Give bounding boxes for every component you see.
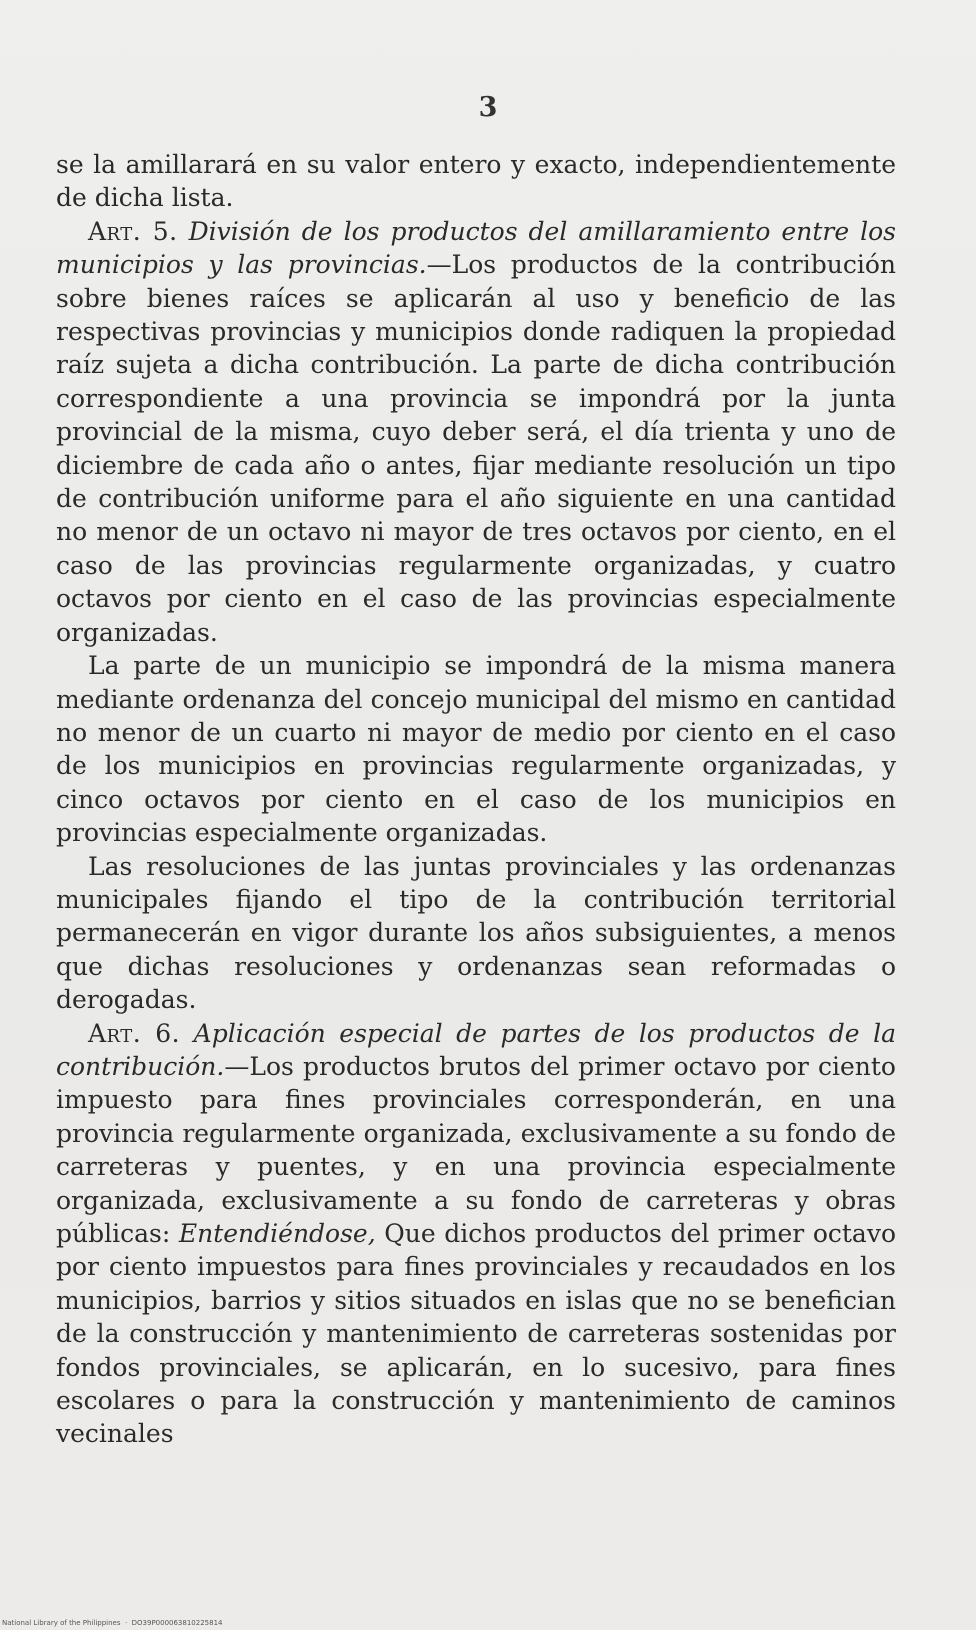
- article-6-title: Aplicación especial de partes de los productos de la contribución.: [56, 1018, 896, 1081]
- article-5-label: Art. 5.: [88, 216, 178, 246]
- page-number: 3: [478, 92, 498, 123]
- body-text: [56, 148, 896, 1451]
- footer-library: National Library of the Philippines: [2, 1619, 121, 1627]
- paragraph-continuation: [56, 148, 896, 215]
- paragraph-text: Las resoluciones de las juntas provinciales y las ordenanzas municipales fijando el tipo de la contribución territorial permanecerán en vigor durante los años subsiguientes, a menos que dichas resoluciones y ordenanzas sean reformadas o derogadas.: [56, 851, 896, 1015]
- paragraph-municipal-share: [56, 649, 896, 849]
- article-6-label: Art. 6.: [88, 1018, 181, 1048]
- article-5-title: División de los productos del amillaramiento entre los municipios y las provincias.: [56, 216, 897, 280]
- footer-watermark: National Library of the Philippines · DO39P000063810225814: [2, 1619, 223, 1627]
- article-6-proviso: Entendiéndose,: [178, 1219, 376, 1248]
- article-5: [56, 215, 896, 649]
- paragraph-text: La parte de un municipio se impondrá de la misma manera mediante ordenanza del concejo municipal del mismo en cantidad no menor de un cuarto ni mayor de medio por ciento en el caso de los municipios en provincias regularmente organizadas, y cinco octavos por ciento en el caso de los municipios en provincias especialmente organizadas.: [56, 651, 896, 848]
- article-5-body: —Los productos de la contribución sobre bienes raíces se aplicarán al uso y beneficio de las respectivas provincias y municipios donde radiquen la propiedad raíz sujeta a dicha contribución. La parte de dicha contribución correspondiente a una provincia se impondrá por la junta provincial de la misma, cuyo deber será, el día trienta y uno de diciembre de cada año o antes, fijar mediante resolución un tipo de contribución uniforme para el año siguiente en una cantidad no menor de un octavo ni mayor de tres octavos por ciento, en el caso de las provincias regularmente organizadas, y cuatro octavos por ciento en el caso de las provincias especialmente organizadas.: [56, 250, 896, 647]
- article-6-body: —Los productos brutos del primer octavo por ciento impuesto para fines provinciales corresponderán, en una provincia regularmente organizada, exclusivamente a su fondo de carreteras y puentes, y en una provincia especialmente organizada, exclusivamente a su fondo de carreteras y obras públicas:: [56, 1051, 896, 1248]
- paragraph-resolutions: [56, 850, 896, 1017]
- footer-code: DO39P000063810225814: [131, 1619, 223, 1627]
- paragraph-text: se la amillarará en su valor entero y exacto, independientemente de dicha lista.: [56, 150, 896, 213]
- article-6: [56, 1017, 896, 1451]
- article-6-body-continued: Que dichos productos del primer octavo por ciento impuestos para fines provinciales y recaudados en los municipios, barrios y sitios situados en islas que no se benefician de la construcción y mantenimiento de carreteras sostenidas por fondos provinciales, se aplicarán, en lo sucesivo, para fines escolares o para la construcción y mantenimiento de caminos vecinales: [56, 1219, 896, 1449]
